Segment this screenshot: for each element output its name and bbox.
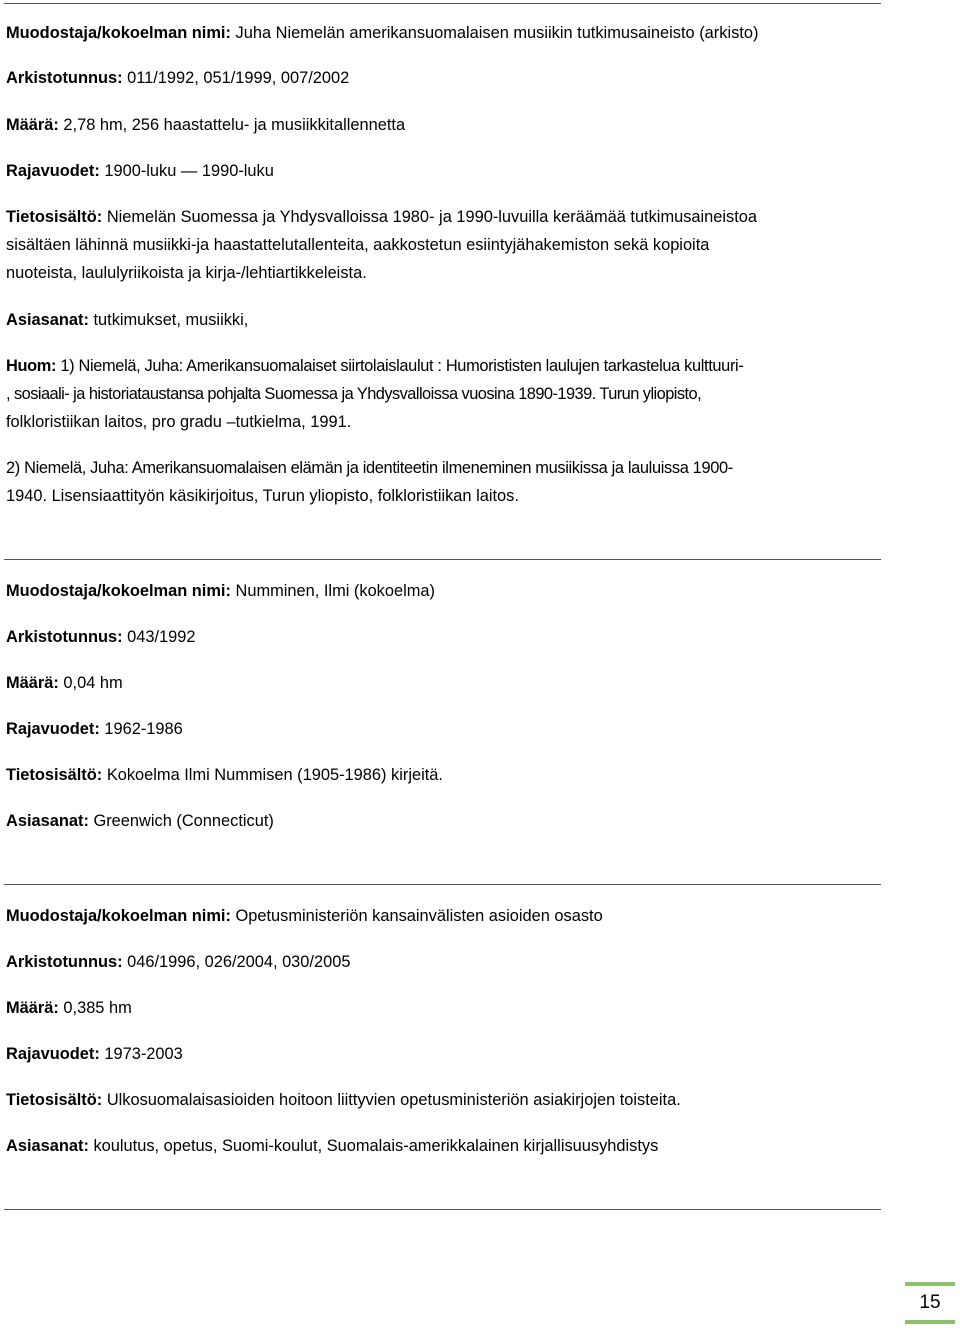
- notes-line: folkloristiikan laitos, pro gradu –tutkielma, 1991.: [6, 413, 352, 431]
- name-value: Opetusministeriön kansainvälisten asioiden osasto: [235, 907, 603, 925]
- notes-line: 1940. Lisensiaattityön käsikirjoitus, Turun yliopisto, folkloristiikan laitos.: [6, 487, 519, 505]
- date-range-label: Rajavuodet:: [6, 162, 100, 180]
- keywords-row: [6, 1136, 658, 1156]
- contents-row: [6, 207, 757, 227]
- date-range-value: 1962-1986: [104, 720, 183, 738]
- archive-id-value: 046/1996, 026/2004, 030/2005: [127, 953, 351, 971]
- contents-row: [6, 1090, 681, 1110]
- amount-value: 2,78 hm, 256 haastattelu- ja musiikkitallennetta: [63, 116, 406, 134]
- name-label: Muodostaja/kokoelman nimi:: [6, 24, 231, 42]
- keywords-value: koulutus, opetus, Suomi-koulut, Suomalais-amerikkalainen kirjallisuusyhdistys: [93, 1137, 659, 1155]
- archive-id-row: [6, 68, 349, 88]
- date-range-value: 1973-2003: [104, 1045, 183, 1063]
- notes-line: , sosiaali- ja historiataustansa pohjalta Suomessa ja Yhdysvalloissa vuosina 1890-1939. Turun yliopisto,: [6, 385, 702, 403]
- name-value: Juha Niemelän amerikansuomalaisen musiikin tutkimusaineisto (arkisto): [235, 24, 759, 42]
- notes-label: Huom:: [6, 357, 57, 375]
- archive-id-row: [6, 952, 350, 972]
- name-label: Muodostaja/kokoelman nimi:: [6, 582, 231, 600]
- name-row: [6, 906, 603, 926]
- notes-row: [6, 356, 743, 376]
- date-range-label: Rajavuodet:: [6, 1045, 100, 1063]
- archive-id-label: Arkistotunnus:: [6, 953, 123, 971]
- contents-label: Tietosisältö:: [6, 1091, 103, 1109]
- entry-divider: [4, 884, 881, 885]
- notes-line: 2) Niemelä, Juha: Amerikansuomalaisen elämän ja identiteetin ilmeneminen musiikissa ja lauluissa 1900-: [6, 459, 733, 477]
- top-rule: [4, 3, 881, 4]
- name-row: [6, 23, 758, 43]
- keywords-label: Asiasanat:: [6, 1137, 89, 1155]
- amount-label: Määrä:: [6, 674, 59, 692]
- entry-divider: [4, 559, 881, 560]
- archive-id-value: 043/1992: [127, 628, 196, 646]
- amount-value: 0,385 hm: [63, 999, 132, 1017]
- amount-row: [6, 998, 132, 1018]
- contents-value: Ulkosuomalaisasioiden hoitoon liittyvien opetusministeriön asiakirjojen toisteita.: [106, 1091, 681, 1109]
- archive-id-value: 011/1992, 051/1999, 007/2002: [127, 69, 350, 87]
- name-row: [6, 581, 435, 601]
- keywords-label: Asiasanat:: [6, 311, 89, 329]
- contents-value: Kokoelma Ilmi Nummisen (1905-1986) kirjeitä.: [106, 766, 443, 784]
- contents-label: Tietosisältö:: [6, 208, 103, 226]
- keywords-label: Asiasanat:: [6, 812, 89, 830]
- date-range-label: Rajavuodet:: [6, 720, 100, 738]
- amount-label: Määrä:: [6, 999, 59, 1017]
- name-label: Muodostaja/kokoelman nimi:: [6, 907, 231, 925]
- archive-id-row: [6, 627, 196, 647]
- archive-id-label: Arkistotunnus:: [6, 628, 123, 646]
- date-range-row: [6, 719, 183, 739]
- archive-id-label: Arkistotunnus:: [6, 69, 123, 87]
- contents-line: Niemelän Suomessa ja Yhdysvalloissa 1980- ja 1990-luvuilla keräämää tutkimusaineistoa: [106, 208, 758, 226]
- notes-line: 1) Niemelä, Juha: Amerikansuomalaiset siirtolaislaulut : Humorististen laulujen tarkastelua kulttuuri-: [60, 357, 744, 375]
- date-range-value: 1900-luku — 1990-luku: [104, 162, 274, 180]
- keywords-value: Greenwich (Connecticut): [93, 812, 274, 830]
- keywords-row: [6, 811, 274, 831]
- page-number: 15: [905, 1282, 955, 1324]
- amount-row: [6, 115, 405, 135]
- keywords-value: tutkimukset, musiikki,: [93, 311, 249, 329]
- contents-row: [6, 765, 443, 785]
- amount-row: [6, 673, 123, 693]
- amount-value: 0,04 hm: [63, 674, 123, 692]
- contents-line: nuoteista, laululyriikoista ja kirja-/lehtiartikkeleista.: [6, 264, 367, 282]
- date-range-row: [6, 1044, 183, 1064]
- date-range-row: [6, 161, 274, 181]
- name-value: Numminen, Ilmi (kokoelma): [235, 582, 435, 600]
- amount-label: Määrä:: [6, 116, 59, 134]
- entry-divider: [4, 1209, 881, 1210]
- contents-line: sisältäen lähinnä musiikki-ja haastattelutallenteita, aakkostetun esiintyjähakemiston sekä kopioita: [6, 236, 710, 254]
- contents-label: Tietosisältö:: [6, 766, 103, 784]
- keywords-row: [6, 310, 248, 330]
